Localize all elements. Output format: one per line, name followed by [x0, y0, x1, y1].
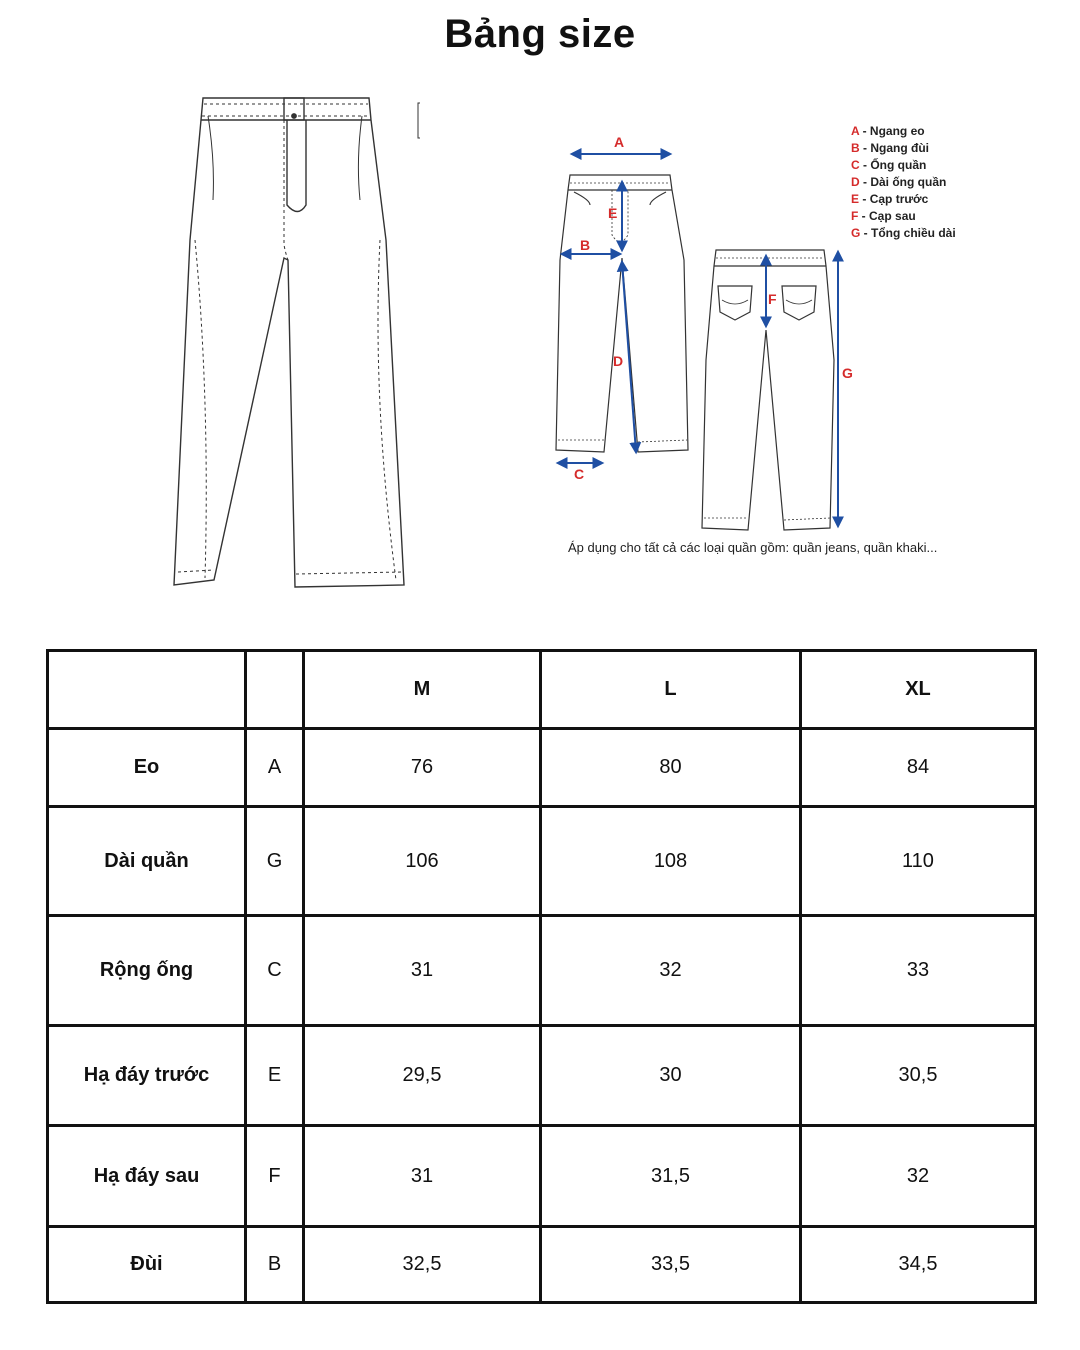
cell-xl: 34,5	[801, 1227, 1036, 1303]
table-row	[48, 807, 1036, 916]
marker-g: G	[842, 365, 853, 381]
row-code: F	[246, 1126, 304, 1227]
table-row	[48, 916, 1036, 1026]
row-name: Đùi	[48, 1227, 246, 1303]
pants-illustrations	[0, 0, 1080, 610]
cell-m: 32,5	[304, 1227, 541, 1303]
cell-m: 31	[304, 916, 541, 1026]
cell-l: 30	[541, 1026, 801, 1126]
header-cell-name	[48, 651, 246, 729]
row-name: Eo	[48, 729, 246, 807]
cell-xl: 30,5	[801, 1026, 1036, 1126]
table-header-row	[48, 651, 1036, 729]
legend-item: F - Cạp sau	[851, 209, 916, 223]
legend-item: A - Ngang eo	[851, 124, 925, 138]
cell-m: 29,5	[304, 1026, 541, 1126]
table-row	[48, 1126, 1036, 1227]
page-title: Bảng size	[444, 12, 636, 56]
cell-xl: 84	[801, 729, 1036, 807]
row-name: Hạ đáy trước	[48, 1026, 246, 1126]
legend-item: B - Ngang đùi	[851, 141, 930, 155]
header-cell-l: L	[541, 651, 801, 729]
legend-item: C - Ống quần	[851, 158, 927, 172]
marker-f: F	[768, 291, 777, 307]
cell-l: 80	[541, 729, 801, 807]
cell-m: 31	[304, 1126, 541, 1227]
marker-c: C	[574, 466, 585, 482]
row-code: C	[246, 916, 304, 1026]
cell-l: 108	[541, 807, 801, 916]
legend-item: D - Dài ống quần	[851, 175, 947, 189]
cell-l: 31,5	[541, 1126, 801, 1227]
row-name: Hạ đáy sau	[48, 1126, 246, 1227]
legend-item: G - Tổng chiều dài	[851, 226, 956, 240]
table-row	[48, 1026, 1036, 1126]
row-code: G	[246, 807, 304, 916]
diagram-caption: Áp dụng cho tất cả các loại quần gồm: quần jeans, quần khaki...	[568, 540, 938, 555]
marker-d: D	[613, 353, 624, 369]
size-table	[46, 649, 1037, 1304]
cell-xl: 32	[801, 1126, 1036, 1227]
row-name: Rộng ống	[48, 916, 246, 1026]
measurement-legend	[851, 123, 956, 242]
marker-b: B	[580, 237, 591, 253]
cell-l: 33,5	[541, 1227, 801, 1303]
cell-m: 76	[304, 729, 541, 807]
row-code: E	[246, 1026, 304, 1126]
header-cell-m: M	[304, 651, 541, 729]
row-code: A	[246, 729, 304, 807]
table-row	[48, 1227, 1036, 1303]
header-cell-code	[246, 651, 304, 729]
table-row	[48, 729, 1036, 807]
row-code: B	[246, 1227, 304, 1303]
marker-e: E	[608, 205, 618, 221]
cell-xl: 110	[801, 807, 1036, 916]
cell-m: 106	[304, 807, 541, 916]
header-cell-xl: XL	[801, 651, 1036, 729]
marker-a: A	[614, 134, 625, 150]
row-name: Dài quần	[48, 807, 246, 916]
cell-l: 32	[541, 916, 801, 1026]
cell-xl: 33	[801, 916, 1036, 1026]
legend-item: E - Cạp trước	[851, 192, 929, 206]
wide-leg-pants-drawing	[174, 98, 420, 587]
